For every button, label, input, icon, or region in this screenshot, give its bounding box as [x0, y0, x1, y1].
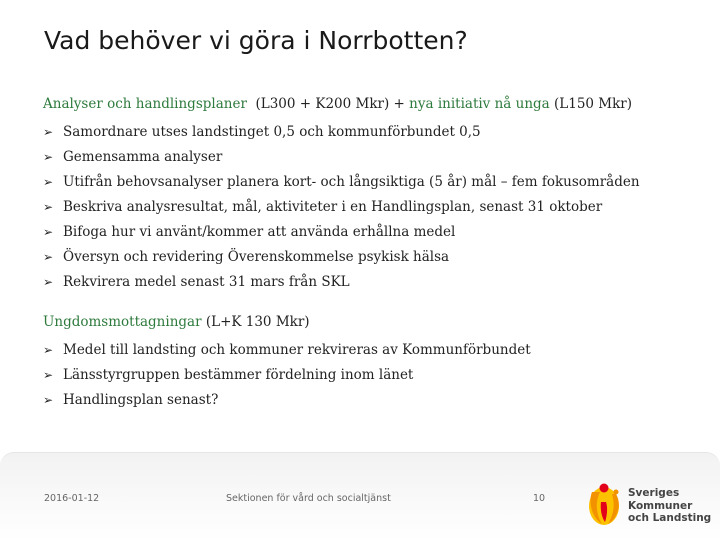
list-item — [43, 363, 683, 388]
arrow-bullet-icon: ➢ — [43, 368, 54, 382]
arrow-bullet-icon: ➢ — [43, 150, 54, 164]
logo-line-2: Kommuner — [628, 499, 693, 512]
arrow-bullet-icon: ➢ — [43, 275, 54, 289]
section1-heading — [43, 95, 683, 114]
list-item — [43, 270, 683, 295]
list-item-text: Länsstyrgruppen bestämmer fördelning inom länet — [63, 367, 414, 383]
list-item-text: Bifoga hur vi använt/kommer att använda erhållna medel — [63, 224, 456, 240]
footer-section: Sektionen för vård och socialtjänst — [226, 493, 391, 504]
list-item-text: Översyn och revidering Överenskommelse psykisk hälsa — [63, 249, 450, 265]
list-item-text: Samordnare utses landstinget 0,5 och kommunförbundet 0,5 — [63, 124, 481, 140]
section-gap — [43, 295, 683, 313]
arrow-bullet-icon: ➢ — [43, 250, 54, 264]
slide-content — [43, 95, 683, 413]
list-item-text: Beskriva analysresultat, mål, aktiviteter i en Handlingsplan, senast 31 oktober — [63, 199, 603, 215]
footer-date: 2016-01-12 — [44, 493, 100, 504]
section1-heading-plain2: (L150 Mkr) — [549, 96, 633, 112]
list-item — [43, 245, 683, 270]
arrow-bullet-icon: ➢ — [43, 200, 54, 214]
section1-heading-plain1: (L300 + K200 Mkr) + — [246, 96, 410, 112]
list-item-text: Gemensamma analyser — [63, 149, 223, 165]
section2-heading — [43, 313, 683, 332]
section1-heading-green2: nya initiativ nå unga — [409, 96, 550, 112]
arrow-bullet-icon: ➢ — [43, 343, 54, 357]
list-item — [43, 388, 683, 413]
footer-page-number: 10 — [533, 493, 546, 504]
arrow-bullet-icon: ➢ — [43, 125, 54, 139]
arrow-bullet-icon: ➢ — [43, 225, 54, 239]
skl-figure-logo-icon — [586, 478, 628, 528]
list-item — [43, 220, 683, 245]
list-item-text: Medel till landsting och kommuner rekvireras av Kommunförbundet — [63, 342, 531, 358]
list-item — [43, 120, 683, 145]
list-item-text: Handlingsplan senast? — [63, 392, 219, 408]
section1-heading-green1: Analyser och handlingsplaner — [43, 96, 247, 112]
list-item-text: Utifrån behovsanalyser planera kort- och långsiktiga (5 år) mål – fem fokusområden — [63, 174, 640, 190]
section2-heading-green: Ungdomsmottagningar — [43, 314, 202, 330]
logo-wordmark — [628, 487, 711, 525]
arrow-bullet-icon: ➢ — [43, 175, 54, 189]
section2-heading-plain: (L+K 130 Mkr) — [201, 314, 310, 330]
list-item — [43, 195, 683, 220]
logo-line-1: Sveriges — [628, 487, 680, 499]
skl-logo — [586, 478, 716, 528]
list-item-text: Rekvirera medel senast 31 mars från SKL — [63, 274, 350, 290]
slide-title: Vad behöver vi göra i Norrbotten? — [44, 26, 468, 55]
arrow-bullet-icon: ➢ — [43, 393, 54, 407]
list-item — [43, 338, 683, 363]
list-item — [43, 170, 683, 195]
logo-line-3: och Landsting — [628, 512, 712, 524]
list-item — [43, 145, 683, 170]
